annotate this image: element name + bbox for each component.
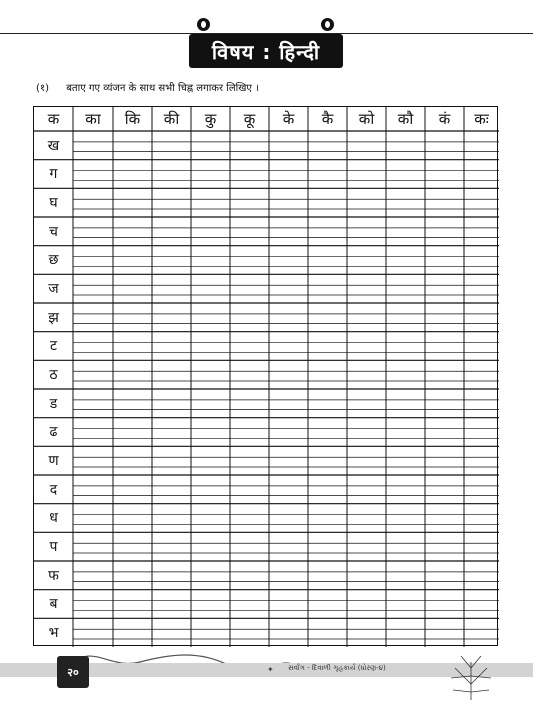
row-label: फ <box>48 567 59 584</box>
row-label: ठ <box>49 367 58 384</box>
header-cell: कः <box>474 110 489 128</box>
instruction <box>36 80 259 94</box>
row-label: प <box>49 539 58 556</box>
header-cell: कौ <box>397 110 414 128</box>
row-label: भ <box>48 625 59 642</box>
footer-text: સર્વાંગ - દિવાળી ગૃહકાર્ય (ધોરણ-૪) <box>288 664 386 672</box>
row-label: ड <box>49 395 58 412</box>
row-label: ख <box>47 137 60 154</box>
instruction-number: (१) <box>36 83 50 94</box>
subject-title: विषय : हिन्दी <box>189 34 343 68</box>
leaf-decoration-icon <box>445 654 497 702</box>
row-label: ज <box>48 281 59 298</box>
row-label: ग <box>49 166 58 183</box>
page-number: २० <box>57 656 89 688</box>
row-label: ब <box>49 596 58 613</box>
row-label: द <box>49 481 58 498</box>
row-label: झ <box>48 309 59 326</box>
bird-icon: ✦ <box>267 665 274 674</box>
header-cell: कै <box>321 110 334 128</box>
instruction-text: बताए गए व्यंजन के साथ सभी चिह्न लगाकर लिखिए । <box>66 83 259 94</box>
header-cell: कु <box>204 110 217 128</box>
row-label: ट <box>49 338 58 355</box>
header-cell: के <box>282 110 295 128</box>
header-cell: का <box>85 110 101 128</box>
grid-lines <box>34 107 499 647</box>
header-cell: कि <box>124 110 141 128</box>
row-label: ण <box>48 453 59 470</box>
header-cell: को <box>358 110 375 128</box>
row-label: ध <box>49 510 58 527</box>
row-label: च <box>49 223 58 240</box>
binder-ring-icon <box>197 18 210 31</box>
binder-ring-icon <box>321 18 334 31</box>
row-label: घ <box>49 195 58 212</box>
header-cell: कं <box>438 110 451 128</box>
header-cell: कू <box>243 110 256 128</box>
row-label: छ <box>48 252 59 269</box>
header-cell: क <box>47 110 60 128</box>
header-cell: की <box>163 110 180 128</box>
row-label: ढ <box>49 424 58 441</box>
practice-grid <box>33 106 498 646</box>
